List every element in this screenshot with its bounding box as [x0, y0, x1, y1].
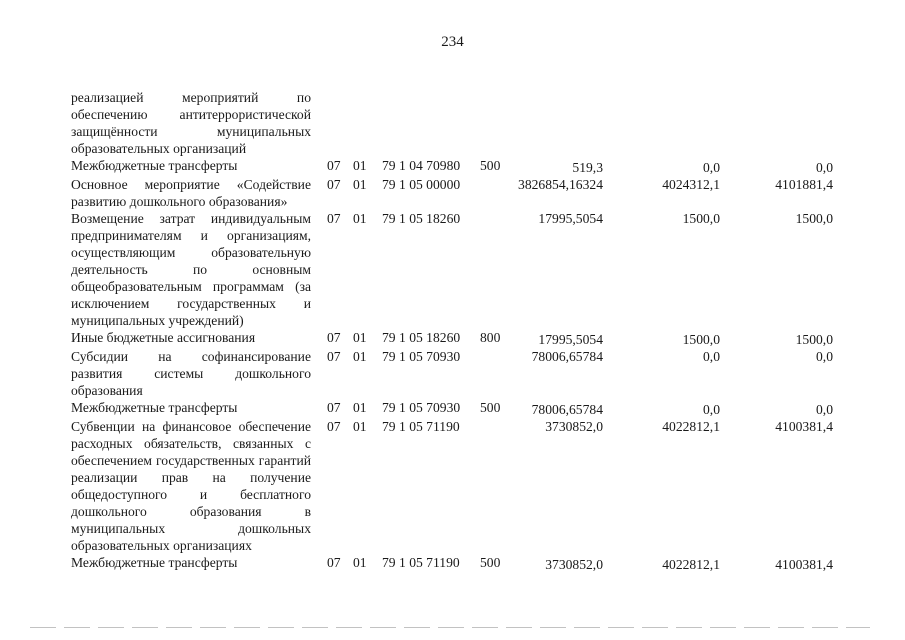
- row-year1: 17995,5054: [538, 332, 603, 347]
- row-year2: 4024312,1: [662, 177, 720, 192]
- row-year3: 1500,0: [795, 211, 833, 226]
- row-target-article: 79 1 05 00000: [382, 177, 461, 192]
- row-name: Межбюджетные трансферты: [71, 400, 238, 415]
- row-year1: 78006,65784: [531, 349, 603, 364]
- row-year3: 4100381,4: [775, 419, 833, 434]
- table-row: [71, 176, 847, 210]
- row-expense-type: [478, 176, 518, 210]
- row-year2: 0,0: [703, 349, 720, 364]
- row-name: Субсидии на софинансирование развития системы дошкольного образования: [71, 349, 311, 398]
- row-section: 07: [327, 555, 341, 570]
- row-year1: 78006,65784: [531, 402, 603, 417]
- row-subsection: 01: [353, 211, 367, 226]
- row-year2: 4022812,1: [662, 557, 720, 572]
- budget-table: [71, 89, 847, 573]
- row-year1: 3826854,16324: [518, 177, 603, 192]
- row-target-article: 79 1 05 71190: [382, 419, 460, 434]
- row-year3: 0,0: [816, 402, 833, 417]
- row-name: Межбюджетные трансферты: [71, 555, 238, 570]
- row-year1: 3730852,0: [545, 419, 603, 434]
- table-row: [71, 348, 847, 399]
- row-year3: 0,0: [816, 160, 833, 175]
- row-section: 07: [327, 419, 341, 434]
- page-number: 234: [441, 34, 464, 50]
- row-year3: 4100381,4: [775, 557, 833, 572]
- scan-edge-line: [30, 627, 870, 628]
- row-subsection: 01: [353, 158, 367, 173]
- row-year2: 1500,0: [682, 332, 720, 347]
- row-year3: 1500,0: [795, 332, 833, 347]
- row-subsection: 01: [353, 177, 367, 192]
- row-subsection: [345, 89, 378, 157]
- row-subsection: 01: [353, 555, 367, 570]
- table-row: [71, 210, 847, 329]
- row-subsection: 01: [353, 400, 367, 415]
- row-name: Возмещение затрат индивидуальным предпринимателям и организациям, осуществляющим образовательную деятельность по основным общеобразовательным программам (за исключением государственных и муниципальных учреждений): [71, 211, 311, 328]
- row-name: Субвенции на финансовое обеспечение расходных обязательств, связанных с обеспечением государственных гарантий реализации прав на получение общедоступного и бесплатного дошкольного образования в муниципальных дошкольных образовательных организациях: [71, 419, 311, 553]
- table-row: [71, 554, 847, 573]
- table-row: [71, 399, 847, 418]
- row-year1: 3730852,0: [545, 557, 603, 572]
- row-year2: 0,0: [703, 402, 720, 417]
- row-expense-type: 500: [480, 400, 501, 415]
- row-section: 07: [327, 349, 341, 364]
- row-year1: [518, 89, 631, 157]
- row-section: 07: [327, 158, 341, 173]
- table-row: [71, 418, 847, 554]
- row-target-article: 79 1 04 70980: [382, 158, 461, 173]
- row-target-article: [378, 89, 478, 157]
- row-year2: [631, 89, 739, 157]
- row-subsection: 01: [353, 419, 367, 434]
- table-row: [71, 89, 847, 157]
- row-year2: 4022812,1: [662, 419, 720, 434]
- row-expense-type: 800: [480, 330, 501, 345]
- row-target-article: 79 1 05 70930: [382, 400, 461, 415]
- row-expense-type: 500: [480, 158, 501, 173]
- row-year2: 1500,0: [682, 211, 720, 226]
- row-section: [315, 89, 345, 157]
- row-subsection: 01: [353, 349, 367, 364]
- row-expense-type: [478, 210, 518, 329]
- row-section: 07: [327, 177, 341, 192]
- row-target-article: 79 1 05 18260: [382, 211, 461, 226]
- row-section: 07: [327, 400, 341, 415]
- row-year3: 4101881,4: [775, 177, 833, 192]
- table-row: [71, 157, 847, 176]
- row-target-article: 79 1 05 71190: [382, 555, 460, 570]
- row-expense-type: 500: [480, 555, 501, 570]
- row-subsection: 01: [353, 330, 367, 345]
- row-name: Межбюджетные трансферты: [71, 158, 238, 173]
- row-section: 07: [327, 211, 341, 226]
- row-year2: 0,0: [703, 160, 720, 175]
- row-expense-type: [478, 89, 518, 157]
- table-row: [71, 329, 847, 348]
- row-target-article: 79 1 05 70930: [382, 349, 461, 364]
- row-year3: [739, 89, 847, 157]
- row-year3: 0,0: [816, 349, 833, 364]
- row-name: Основное мероприятие «Содействие развитию дошкольного образования»: [71, 177, 311, 209]
- row-expense-type: [478, 418, 518, 554]
- row-target-article: 79 1 05 18260: [382, 330, 461, 345]
- row-name: Иные бюджетные ассигнования: [71, 330, 256, 345]
- row-section: 07: [327, 330, 341, 345]
- row-expense-type: [478, 348, 518, 399]
- row-name: реализацией мероприятий по обеспечению антитеррористической защищённости муниципальных образовательных организаций: [71, 90, 311, 156]
- row-year1: 519,3: [572, 160, 603, 175]
- row-year1: 17995,5054: [538, 211, 603, 226]
